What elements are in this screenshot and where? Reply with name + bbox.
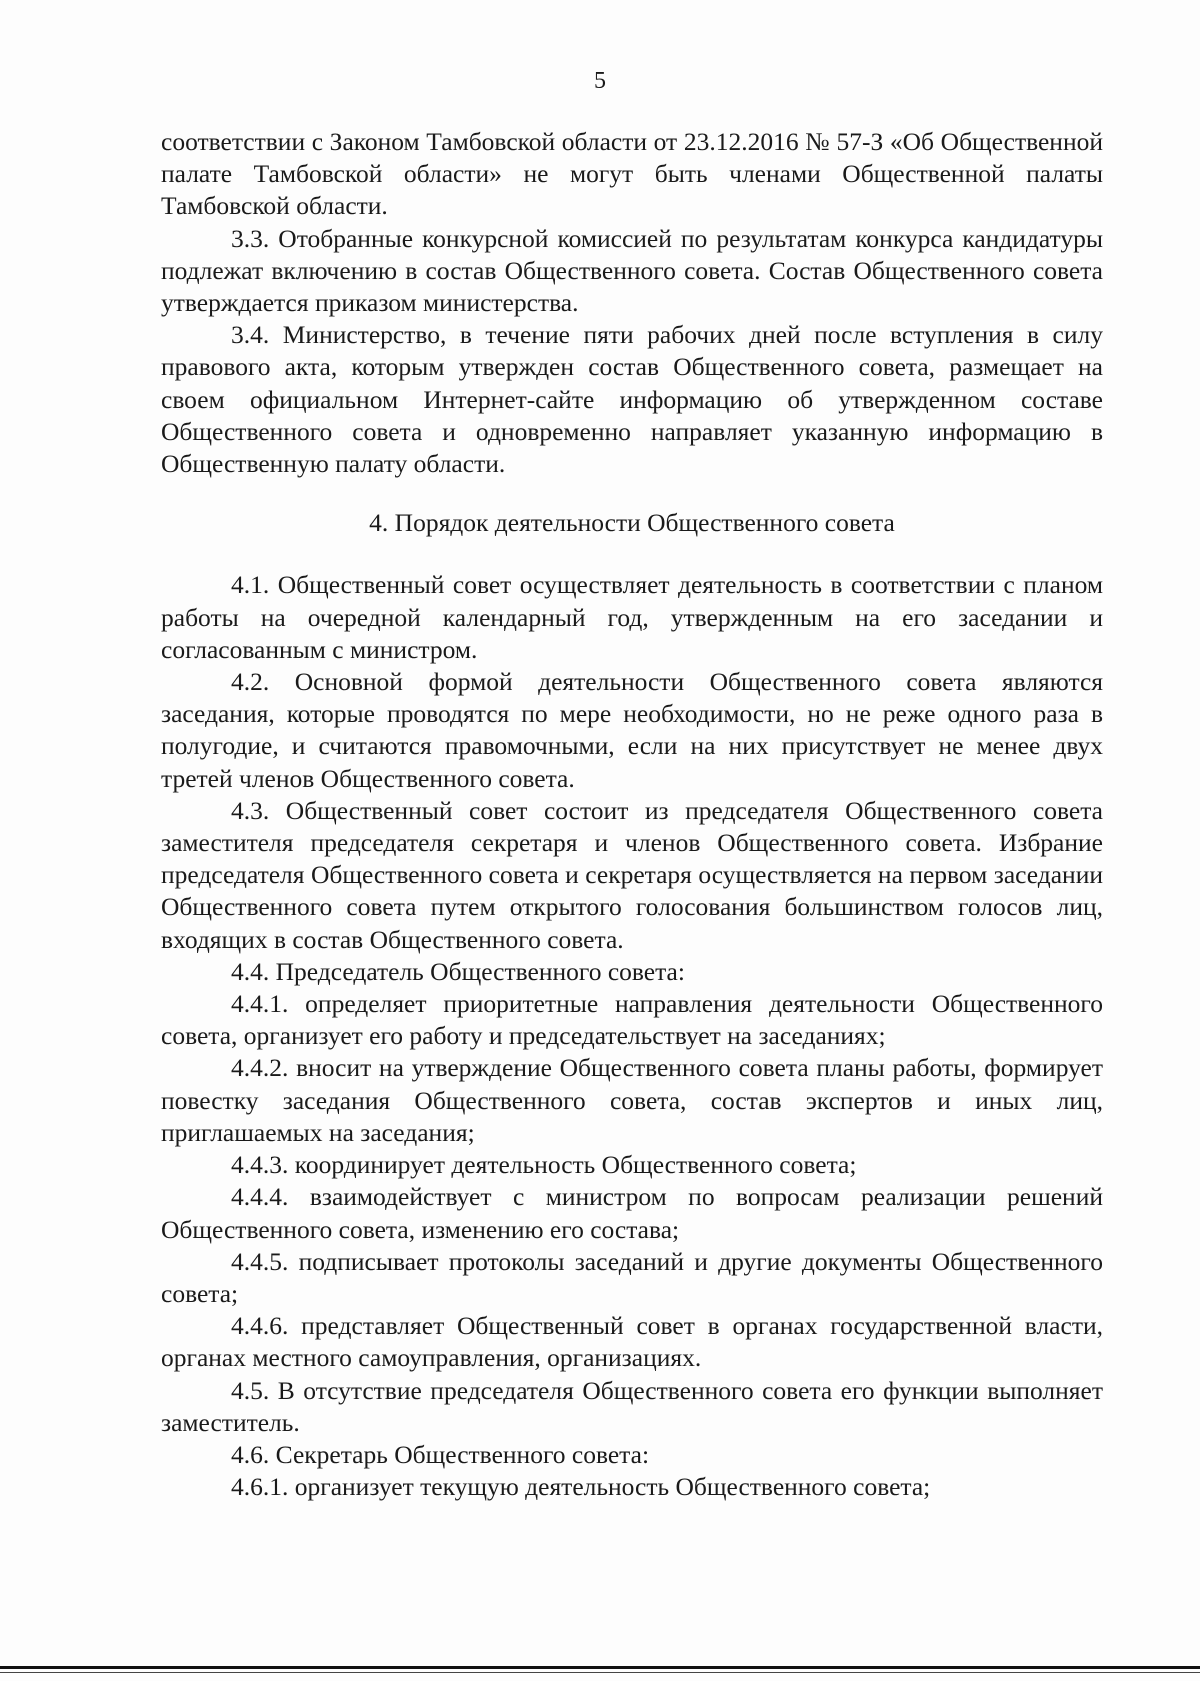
paragraph-4-1: 4.1. Общественный совет осуществляет деятельность в соответствии с планом работы на очередной календарный год, утвержденным на его заседании и согласованным с министром. [161,570,1103,664]
paragraph-3-4: 3.4. Министерство, в течение пяти рабочих дней после вступления в силу правового акта, которым утвержден состав Общественного совета, размещает на своем официальном Интернет-сайте информацию об утвержденном составе Общественного совета и одновременно направляет указанную информацию в Общественную палату области. [161,320,1103,479]
paragraph-4-4-5: 4.4.5. подписывает протоколы заседаний и другие документы Общественного совета; [161,1246,1103,1308]
paragraph-4-4-2: 4.4.2. вносит на утверждение Общественного совета планы работы, формирует повестку заседания Общественного совета, состав экспертов и иных лиц, приглашаемых на заседания; [161,1053,1103,1147]
paragraph-4-4-4: 4.4.4. взаимодействует с министром по вопросам реализации решений Общественного совета, изменению его состава; [161,1182,1103,1244]
paragraph-4-6: 4.6. Секретарь Общественного совета: [231,1439,650,1469]
paragraph-4-5: 4.5. В отсутствие председателя Общественного совета его функции выполняет заместитель. [161,1375,1103,1437]
paragraph-4-3: 4.3. Общественный совет состоит из председателя Общественного совета заместителя председателя секретаря и членов Общественного совета. Избрание председателя Общественного совета и секретаря осуществляется на первом заседании Общественного совета путем открытого голосования большинством голосов лиц, входящих в состав Общественного совета. [161,795,1103,954]
scan-bottom-edge [0,1666,1200,1669]
page-number: 5 [594,68,606,94]
paragraph-continuation: соответствии с Законом Тамбовской области от 23.12.2016 № 57-З «Об Общественной палате Тамбовской области» не могут быть членами Общественной палаты Тамбовской области. [161,127,1103,221]
paragraph-3-3: 3.3. Отобранные конкурсной комиссией по результатам конкурса кандидатуры подлежат включению в состав Общественного совета. Состав Общественного совета утверждается приказом министерства. [161,223,1103,318]
paragraph-4-4-3: 4.4.3. координирует деятельность Общественного совета; [231,1150,857,1180]
paragraph-4-4: 4.4. Председатель Общественного совета: [231,956,685,986]
paragraph-4-4-1: 4.4.1. определяет приоритетные направления деятельности Общественного совета, организует его работу и председательствует на заседаниях; [161,989,1103,1051]
paragraph-4-4-6: 4.4.6. представляет Общественный совет в органах государственной власти, органах местного самоуправления, организациях. [161,1311,1103,1373]
document-body [161,126,1103,1503]
scan-bottom-edge-shadow [0,1672,1200,1673]
section-heading-4: 4. Порядок деятельности Общественного совета [369,508,895,538]
paragraph-4-6-1: 4.6.1. организует текущую деятельность Общественного совета; [231,1472,931,1502]
paragraph-4-2: 4.2. Основной формой деятельности Общественного совета являются заседания, которые проводятся по мере необходимости, но не реже одного раза в полугодие, и считаются правомочными, если на них присутствует не менее двух третей членов Общественного совета. [161,667,1103,793]
